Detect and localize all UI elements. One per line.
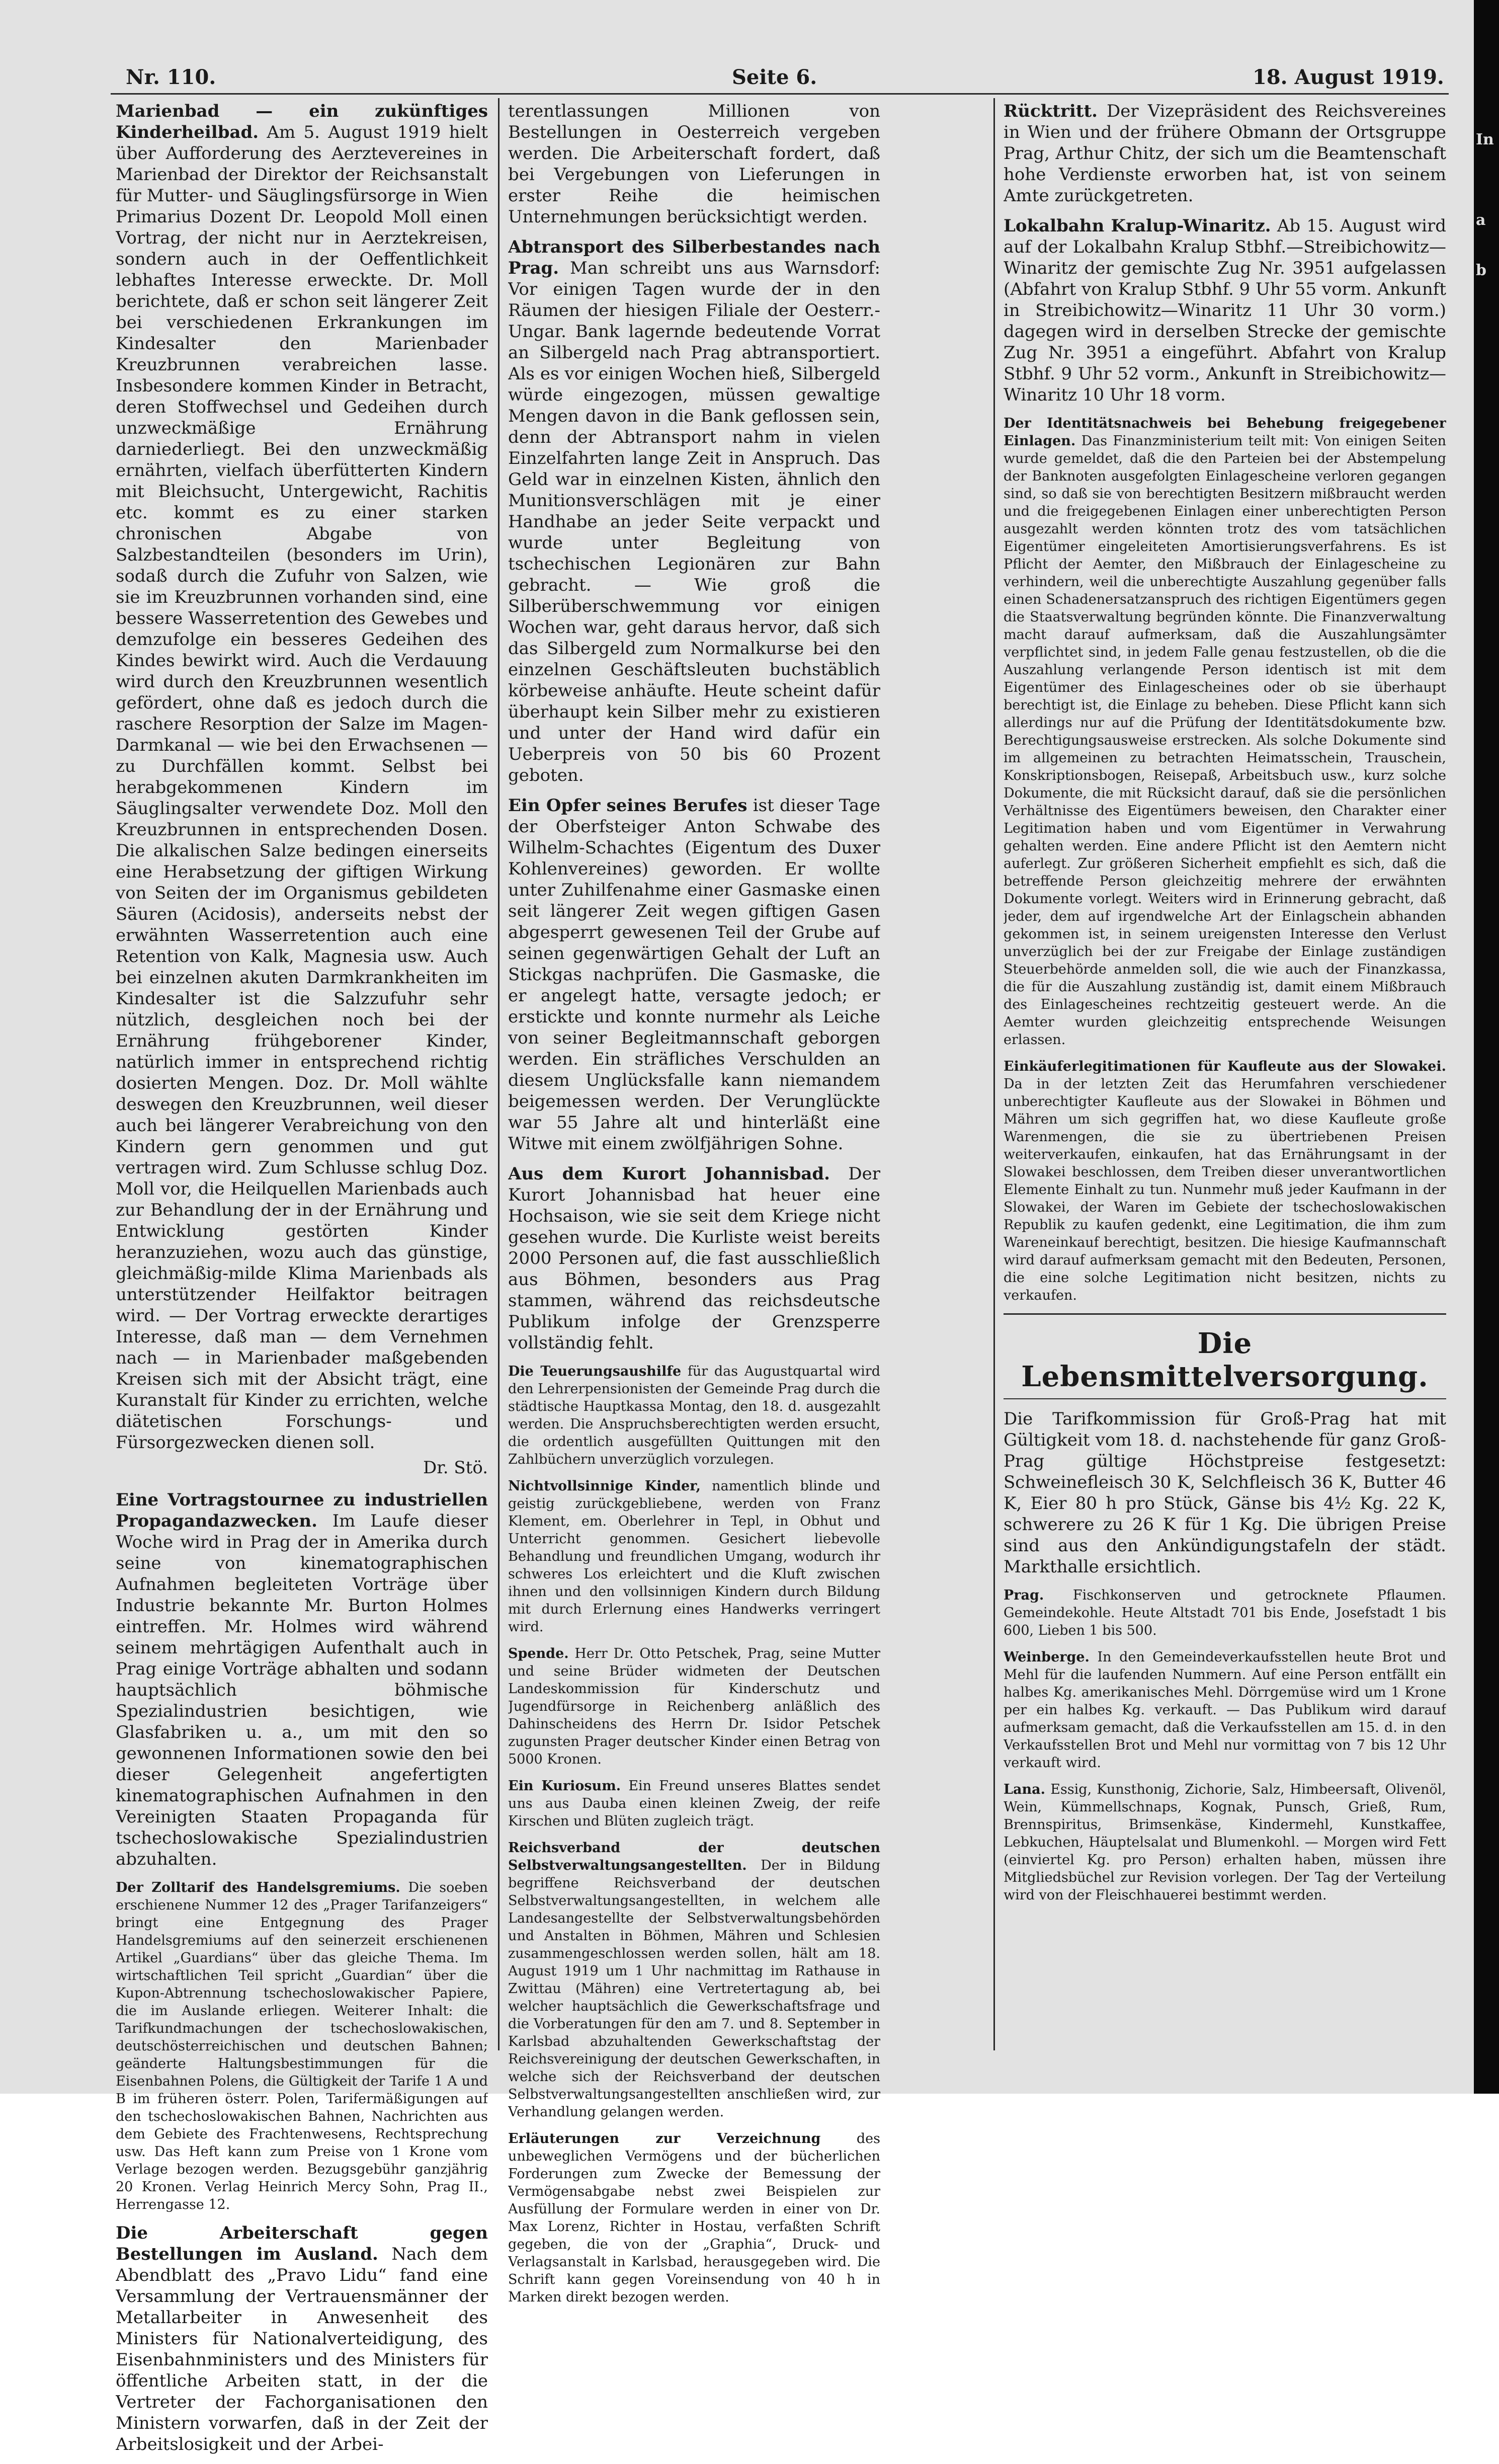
article-teuerungsaushilfe bbox=[508, 1363, 880, 1468]
header-rule bbox=[111, 93, 1449, 95]
article-signature: Dr. Stö. bbox=[423, 1458, 488, 1478]
article-body: terentlassungen Millionen von Bestellungen in Oesterreich vergeben werden. Die Arbeiterschaft fordert, daß bei Vergebungen von Lieferungen in erster Reihe die heimischen Unternehmungen berücksichtigt werden. bbox=[508, 101, 880, 227]
section-rule bbox=[1004, 1313, 1446, 1315]
issue-date: 18. August 1919. bbox=[1253, 65, 1444, 89]
page-header bbox=[0, 0, 1474, 91]
article-body: Man schreibt uns aus Warnsdorf: Vor einigen Tagen wurde der in den Räumen der hiesigen Filiale der Oesterr.-Ungar. Bank lagernde bedeutende Vorrat an Silbergeld nach Prag abtransportiert. Als es vor einigen Wochen hieß, Silbergeld würde eingezogen, müssen gewaltige Mengen davon in die Bank geflossen sein, denn der Abtransport nahm in vielen Einzelfahrten lange Zeit in Anspruch. Das Geld war in einzelnen Kisten, ähnlich den Munitionsverschlägen mit je einer Handhabe an jeder Seite verpackt und wurde unter Begleitung von tschechischen Legionären zur Bahn gebracht. — Wie groß die Silberüberschwemmung vor einigen Wochen war, geht daraus hervor, daß sich das Silbergeld zum Normalkurse bei den einzelnen Geschäftsleuten buchstäblich körbeweise anhäufte. Heute scheint dafür überhaupt kein Silber mehr zu existieren und unter der Hand wird dafür ein Ueberpreis von 50 bis 60 Prozent geboten. bbox=[508, 258, 880, 785]
article-body: Der Vizepräsident des Reichsvereines in Wien und der frühere Obmann der Ortsgruppe Prag, Arthur Chitz, der sich um die Beamtenschaft hohe Verdienste erworben hat, ist von seinem Amte zurückgetreten. bbox=[1004, 101, 1446, 206]
article-opfer-berufes bbox=[508, 795, 880, 1154]
article-reichsverband bbox=[508, 1839, 880, 2121]
article-body: Im Laufe dieser Woche wird in Prag der in Amerika durch seine von kinematographischen Aufnahmen begleiteten Vorträge über Industrie bekannte Mr. Burton Holmes eintreffen. Mr. Holmes wird während seinem mehrtägigen Aufenthalt auch in Prag einige Vorträge abhalten und sodann hauptsächlich böhmische Spezialindustrien besichtigen, wie Glasfabriken u. a., um mit den so gewonnenen Informationen sowie den bei dieser Gelegenheit angefertigten kinematographischen Aufnahmen in den Vereinigten Staaten Propaganda für tschechoslowakische Spezialindustrien abzuhalten. bbox=[116, 1511, 488, 1869]
edge-fragment: a bbox=[1476, 211, 1486, 229]
article-vortragstournee bbox=[116, 1489, 488, 1870]
article-body: Herr Dr. Otto Petschek, Prag, seine Mutter und seine Brüder widmeten der Deutschen Landeskommission für Kinderschutz und Jugendfürsorge in Reichenberg anläßlich des Dahinscheidens des Herrn Dr. Isidor Petschek zugunsten Prager deutscher Kinder einen Betrag von 5000 Kronen. bbox=[508, 1646, 880, 1767]
article-headline: Der Zolltarif des Handelsgremiums. bbox=[116, 1880, 400, 1895]
article-body: Am 5. August 1919 hielt über Aufforderung des Aerztevereines in Marienbad der Direktor der Reichsanstalt für Mutter- und Säuglingsfürsorge in Wien Primarius Dozent Dr. Leopold Moll einen Vortrag, der nicht nur in Aerztekreisen, sondern auch in der Oeffentlichkeit lebhaftes Interesse erweckte. Dr. Moll berichtete, daß er schon seit längerer Zeit bei verschiedenen Erkrankungen im Kindesalter den Marienbader Kreuzbrunnen verabreichen lasse. Insbesondere kommen Kinder in Betracht, deren Stoffwechsel und Gedeihen durch unzweckmäßige Ernährung darniederliegt. Bei den unzweckmäßig ernährten, vielfach überfütterten Kindern mit Bleichsucht, Untergewicht, Rachitis etc. kommt es zu einer starken chronischen Abgabe von Salzbestandteilen (besonders im Urin), sodaß durch die Zufuhr von Salzen, wie sie im Kreuzbrunnen vorhanden sind, eine bessere Wasserretention des Gewebes und demzufolge ein besseres Gedeihen des Kindes bewirkt wird. Auch die Verdauung wird durch den Kreuzbrunnen wesentlich gefördert, ohne daß es jedoch durch die raschere Resorption der Salze im Magen-Darmkanal — wie bei den Erwachsenen — zu Durchfällen kommt. Selbst bei herabgekommenen Kindern im Säuglingsalter verwendete Doz. Moll den Kreuzbrunnen in entsprechenden Dosen. Die alkalischen Salze bedingen einerseits eine Herabsetzung der giftigen Wirkung von Seiten der im Organismus gebildeten Säuren (Acidosis), anderseits nebst der erwähnten Wasserretention auch eine Retention von Kalk, Magnesia usw. Auch bei einzelnen akuten Darmkrankheiten im Kindesalter ist die Salzzufuhr sehr nützlich, desgleichen noch bei der Ernährung frühgeborener Kinder, natürlich immer in entsprechend richtig dosierten Mengen. Doz. Dr. Moll wählte deswegen den Kreuzbrunnen, weil dieser auch bei längerer Verabreichung von den Kindern gern genommen und gut vertragen wird. Zum Schlusse schlug Doz. Moll vor, die Heilquellen Marienbads auch zur Behandlung der in der Ernährung und Entwicklung gestörten Kinder heranzuziehen, wozu auch das günstige, gleichmäßig-milde Klima Marienbads als unterstützender Heilfaktor beitragen wird. — Der Vortrag erweckte derartiges Interesse, daß man — dem Vernehmen nach — in Marienbader maßgebenden Kreisen sich mit der Absicht trägt, eine Kuranstalt für Kinder zu errichten, welche diätetischen Forschungs- und Fürsorgezwecken dienen soll. bbox=[116, 122, 488, 1453]
article-body: des unbeweglichen Vermögens und der bücherlichen Forderungen zum Zwecke der Bemessung der Vermögensabgabe nebst zwei Beispielen zur Ausfüllung der Formulare werden in einer von Dr. Max Lorenz, Richter in Hostau, verfaßten Schrift gegeben, die von der „Graphia“, Druck- und Verlagsanstalt in Karlsbad, herausgegeben wird. Die Schrift kann gegen Voreinsendung von 40 h in Marken direkt bezogen werden. bbox=[508, 2131, 880, 2305]
article-body: Der in Bildung begriffene Reichsverband der deutschen Selbstverwaltungsangestellten, in welchem alle Landesangestellte der Selbstverwaltungsbehörden und Anstalten in Böhmen, Mähren und Schlesien zusammengeschlossen werden sollen, hält am 18. August 1919 um 1 Uhr nachmittag im Rathause in Zwittau (Mähren) eine Vertretertagung ab, bei welcher hauptsächlich die Gewerkschaftsfrage und die Vorberatungen für den am 7. und 8. September in Karlsbad abzuhaltenden Gewerkschaftstag der Reichsvereinigung der deutschen Gewerkschaften, in welche sich der Reichsverband der deutschen Selbstverwaltungsangestellten anschließen wird, zur Verhandlung gelangen werden. bbox=[508, 1858, 880, 2120]
article-headline: Weinberge. bbox=[1004, 1649, 1090, 1665]
article-headline: Marienbad — ein zukünftiges Kinderheilbad. bbox=[116, 101, 488, 142]
article-kuriosum bbox=[508, 1777, 880, 1830]
edge-fragment: b bbox=[1476, 262, 1486, 279]
article-kinder bbox=[508, 1477, 880, 1636]
article-headline: Nichtvollsinnige Kinder, bbox=[508, 1478, 701, 1494]
article-body: Das Finanzministerium teilt mit: Von einigen Seiten wurde gemeldet, daß die den Parteien bei der Abstempelung der Banknoten ausgefolgten Einlagescheine verloren gegangen sind, so daß sie von berechtigten Besitzern mißbraucht werden und die freigegebenen Einlagen einer unberechtigten Person ausgezahlt werden könnten trotz des vom tatsächlichen Eigentümer eingeleiteten Amortisierungsverfahrens. Es ist Pflicht der Aemter, den Mißbrauch der Einlagescheine zu verhindern, weil die unberechtigte Auszahlung gegenüber falls einen Schadenersatzanspruch des richtigen Eigentümers gegen die Staatsverwaltung begründen könnte. Die Finanzverwaltung macht darauf aufmerksam, daß die Auszahlungsämter verpflichtet sind, in jedem Falle genau festzustellen, ob die die Auszahlung verlangende Person identisch ist mit dem Eigentümer des Einlagescheines oder ob sie überhaupt berechtigt ist, die Einlage zu beheben. Diese Pflicht kann sich allerdings nur auf die Prüfung der Identitätsdokumente bzw. Berechtigungsausweise erstrecken. Als solche Dokumente sind im allgemeinen zu betrachten Heimatsschein, Trauschein, Konskriptionsbogen, Reisepaß, Arbeitsbuch usw., kurz solche Dokumente, die mit Rücksicht darauf, daß sie die persönlichen Verhältnisse des Eigentümers beweisen, den Charakter einer Legitimation haben und vom Eigentümer in Verwahrung gehalten werden. Eine andere Pflicht ist den Aemtern nicht auferlegt. Zur größeren Sicherheit empfiehlt es sich, daß die betreffende Person gleichzeitig mehrere der erwähnten Dokumente vorlegt. Weiters wird in Erinnerung gebracht, daß jeder, dem auf irgendwelche Art der Einlagschein abhanden gekommen ist, in seinem ureigensten Interesse den Verlust unverzüglich bei der zur Freigabe der Einlage zuständigen Steuerbehörde anmelden soll, die wie auch der Finanzkassa, die für die Auszahlung zuständig ist, damit einem Mißbrauch des Einlagescheines rechtzeitig gesteuert werde. An die Aemter wurden gleichzeitig entsprechende Weisungen erlassen. bbox=[1004, 433, 1446, 1048]
column-divider-1 bbox=[498, 98, 499, 2050]
article-headline: Aus dem Kurort Johannisbad. bbox=[508, 1164, 830, 1184]
article-weinberge bbox=[1004, 1648, 1446, 1772]
article-body: Ab 15. August wird auf der Lokalbahn Kralup Stbhf.—Streibichowitz—Winaritz der gemischte Zug Nr. 3951 aufgelassen (Abfahrt von Kralup Stbhf. 9 Uhr 55 vorm. Ankunft in Streibichowitz—Winaritz 11 Uhr 30 vorm.) dagegen wird in derselben Strecke der gemischte Zug Nr. 3951 a eingeführt. Abfahrt von Kralup Stbhf. 9 Uhr 52 vorm., Ankunft in Streibichowitz—Winaritz 10 Uhr 18 vorm. bbox=[1004, 216, 1446, 405]
article-silberbestand bbox=[508, 236, 880, 786]
column-3 bbox=[1004, 101, 1446, 1913]
article-continuation bbox=[508, 101, 880, 227]
article-headline: Ein Kuriosum. bbox=[508, 1778, 621, 1794]
article-zolltarif bbox=[116, 1879, 488, 2213]
article-lana bbox=[1004, 1781, 1446, 1904]
article-johannisbad bbox=[508, 1163, 880, 1354]
column-1 bbox=[116, 101, 488, 2464]
section-title: Die Lebensmittelversorgung. bbox=[1021, 1327, 1429, 1393]
article-body: Der Kurort Johannisbad hat heuer eine Hochsaison, wie sie seit dem Kriege nicht gesehen wurde. Die Kurliste weist bereits 2000 Personen auf, die fast ausschließlich aus Böhmen, besonders aus Prag stammen, während das reichsdeutsche Publikum infolge der Grenzsperre vollständig fehlt. bbox=[508, 1164, 880, 1353]
article-headline: Prag. bbox=[1004, 1587, 1044, 1603]
issue-number: Nr. 110. bbox=[126, 65, 216, 89]
article-body: Nach dem Abendblatt des „Pravo Lidu“ fand eine Versammlung der Vertrauensmänner der Metallarbeiter in Anwesenheit des Ministers für Nationalverteidigung, des Eisenbahnministers und des Ministers für öffentliche Arbeiten statt, in der die Vertreter der Fachorganisationen den Ministern vorwarfen, daß in der Zeit der Arbeitslosigkeit und der Arbei- bbox=[116, 2244, 488, 2454]
article-body: In den Gemeindeverkaufsstellen heute Brot und Mehl für die laufenden Nummern. Auf eine Person entfällt ein halbes Kg. amerikanisches Mehl. Dörrgemüse wird um 1 Krone per ein halbes Kg. verkauft. — Das Publikum wird darauf aufmerksam gemacht, daß die Verkaufsstellen am 15. d. in den Verkaufsstellen Brot und Mehl nur vormittag von 7 bis 12 Uhr verkauft wird. bbox=[1004, 1649, 1446, 1771]
column-divider-2 bbox=[993, 98, 995, 2050]
article-lokalbahn bbox=[1004, 215, 1446, 406]
article-headline: Lokalbahn Kralup-Winaritz. bbox=[1004, 216, 1271, 236]
article-marienbad bbox=[116, 101, 488, 1453]
article-spende bbox=[508, 1645, 880, 1768]
article-headline: Der Identitätsnachweis bei Behebung freigegebener Einlagen. bbox=[1004, 416, 1446, 449]
article-headline: Die Arbeiterschaft gegen Bestellungen im Ausland. bbox=[116, 2223, 488, 2264]
article-body: Die Tarifkommission für Groß-Prag hat mit Gültigkeit vom 18. d. nachstehende für ganz Groß-Prag gültige Höchstpreise festgesetzt: Schweinefleisch 30 K, Selchfleisch 36 K, Butter 46 K, Eier 80 h pro Stück, Gänse bis 4½ Kg. 22 K, schwerere zu 26 K für 1 Kg. Die übrigen Preise sind aus den Ankündigungstafeln der städt. Markthalle ersichtlich. bbox=[1004, 1409, 1446, 1577]
edge-fragment: In bbox=[1476, 131, 1494, 148]
article-tarifkommission bbox=[1004, 1408, 1446, 1577]
article-prag bbox=[1004, 1586, 1446, 1639]
article-body: namentlich blinde und geistig zurückgebliebene, werden von Franz Klement, em. Oberlehrer in Tepl, in Obhut und Unterricht genommen. Gesichert liebevolle Behandlung und freundlichen Umgang, wodurch ihr schweres Los erleichtert und die Kluft zwischen ihnen und den vollsinnigen Kindern durch Bildung mit durch Erlernung eines Handwerks verringert wird. bbox=[508, 1478, 880, 1635]
article-body: Essig, Kunsthonig, Zichorie, Salz, Himbeersaft, Olivenöl, Wein, Kümmellschnaps, Kognak, Punsch, Grieß, Rum, Brennspiritus, Brimsenkäse, Kindermehl, Kunstkaffee, Lebkuchen, Häuptelsalat und Blumenkohl. — Morgen wird Fett (einviertel Kg. pro Person) erhalten haben, müssen ihre Mitgliedsbüchel zur Revision vorlegen. Der Tag der Verteilung wird von der Fleischhauerei bestimmt werden. bbox=[1004, 1782, 1446, 1903]
article-headline: Rücktritt. bbox=[1004, 101, 1098, 121]
article-headline: Spende. bbox=[508, 1646, 569, 1661]
article-headline: Lana. bbox=[1004, 1782, 1046, 1797]
article-headline: Abtransport des Silberbestandes nach Prag. bbox=[508, 237, 880, 278]
article-headline: Ein Opfer seines Berufes bbox=[508, 796, 747, 816]
article-erlaeuterungen bbox=[508, 2130, 880, 2306]
article-headline: Die Teuerungsaushilfe bbox=[508, 1364, 682, 1379]
column-2 bbox=[508, 101, 880, 2315]
article-einkaeuferlegitimationen bbox=[1004, 1058, 1446, 1304]
article-arbeiterschaft bbox=[116, 2222, 488, 2455]
article-identitaetsnachweis bbox=[1004, 415, 1446, 1049]
article-headline: Eine Vortragstournee zu industriellen Propagandazwecken. bbox=[116, 1490, 488, 1531]
article-body: ist dieser Tage der Oberfsteiger Anton Schwabe des Wilhelm-Schachtes (Eigentum des Duxer Kohlenvereines) geworden. Er wollte unter Zuhilfenahme einer Gasmaske einen seit längerer Zeit wegen giftigen Gasen abgesperrt gewesenen Teil der Grube auf seinen gegenwärtigen Gehalt der Luft an Stickgas nachprüfen. Die Gasmaske, die er angelegt hatte, versagte jedoch; er erstickte und konnte nurmehr als Leiche von seiner Begleitmannschaft geborgen werden. Ein sträfliches Verschulden an diesem Unglücksfalle kann niemandem beigemessen werden. Der Verunglückte war 55 Jahre alt und hinterläßt eine Witwe mit einem zwölfjährigen Sohne. bbox=[508, 796, 880, 1154]
article-body: für das Augustquartal wird den Lehrerpensionisten der Gemeinde Prag durch die städtische Hauptkassa Montag, den 18. d. ausgezahlt werden. Die Anspruchsberechtigten werden ersucht, die ordentlich ausgefüllten Quittungen mit den Zahlbüchern unverzüglich vorzulegen. bbox=[508, 1364, 880, 1467]
article-headline: Einkäuferlegitimationen für Kaufleute aus der Slowakei. bbox=[1004, 1059, 1446, 1074]
article-ruecktritt bbox=[1004, 101, 1446, 206]
article-body: Da in der letzten Zeit das Herumfahren verschiedener unberechtigter Kaufleute aus der Slowakei in Böhmen und Mähren um sich gegriffen hat, wo diese Kaufleute große Warenmengen, die sie zu übertriebenen Preisen weiterverkaufen, einkaufen, hat das Ernährungsamt in der Slowakei beschlossen, dem Treiben dieser unverantwortlichen Elemente Einhalt zu tun. Nunmehr muß jeder Kaufmann in der Slowakei, der Waren im Gebiete der tschechoslowakischen Republik zu kaufen gedenkt, eine Legitimation, die ihm zum Wareneinkauf berechtigt, besitzen. Die hiesige Kaufmannschaft wird darauf aufmerksam gemacht mit den Bedeuten, Personen, die eine solche Legitimation nicht besitzen, nichts zu verkaufen. bbox=[1004, 1076, 1446, 1303]
article-body: Ein Freund unseres Blattes sendet uns aus Dauba einen kleinen Zweig, der reife Kirschen und Blüten zugleich trägt. bbox=[508, 1778, 880, 1829]
article-body: Die soeben erschienene Nummer 12 des „Prager Tarifanzeigers“ bringt eine Entgegnung des Prager Handelsgremiums auf den seinerzeit erschienenen Artikel „Guardians“ über das gleiche Thema. Im wirtschaftlichen Teil spricht „Guardian“ über die Kupon-Abtrennung tschechoslowakischer Papiere, die im Auslande erliegen. Weiterer Inhalt: die Tarifkundmachungen der tschechoslowakischen, deutschösterreichischen und deutschen Bahnen; geänderte Haltungsbestimmungen für die Eisenbahnen Polens, die Gültigkeit der Tarife 1 A und B im früheren österr. Polen, Tarifermäßigungen auf den tschechoslowakischen Bahnen, Nachrichten aus dem Gebiete des Frachtenwesens, Rechtsprechung usw. Das Heft kann zum Preise von 1 Krone vom Verlage bezogen werden. Bezugsgebühr ganzjährig 20 Kronen. Verlag Heinrich Mercy Sohn, Prag II., Herrengasse 12. bbox=[116, 1880, 488, 2212]
article-headline: Reichsverband der deutschen Selbstverwaltungsangestellten. bbox=[508, 1840, 880, 1873]
page-number: Seite 6. bbox=[732, 65, 817, 89]
section-rule bbox=[1004, 1398, 1446, 1399]
adjacent-page-edge bbox=[1474, 0, 1499, 2094]
article-body: Fischkonserven und getrocknete Pflaumen. Gemeindekohle. Heute Altstadt 701 bis Ende, Josefstadt 1 bis 600, Lieben 1 bis 500. bbox=[1004, 1587, 1446, 1638]
article-headline: Erläuterungen zur Verzeichnung bbox=[508, 2131, 821, 2147]
